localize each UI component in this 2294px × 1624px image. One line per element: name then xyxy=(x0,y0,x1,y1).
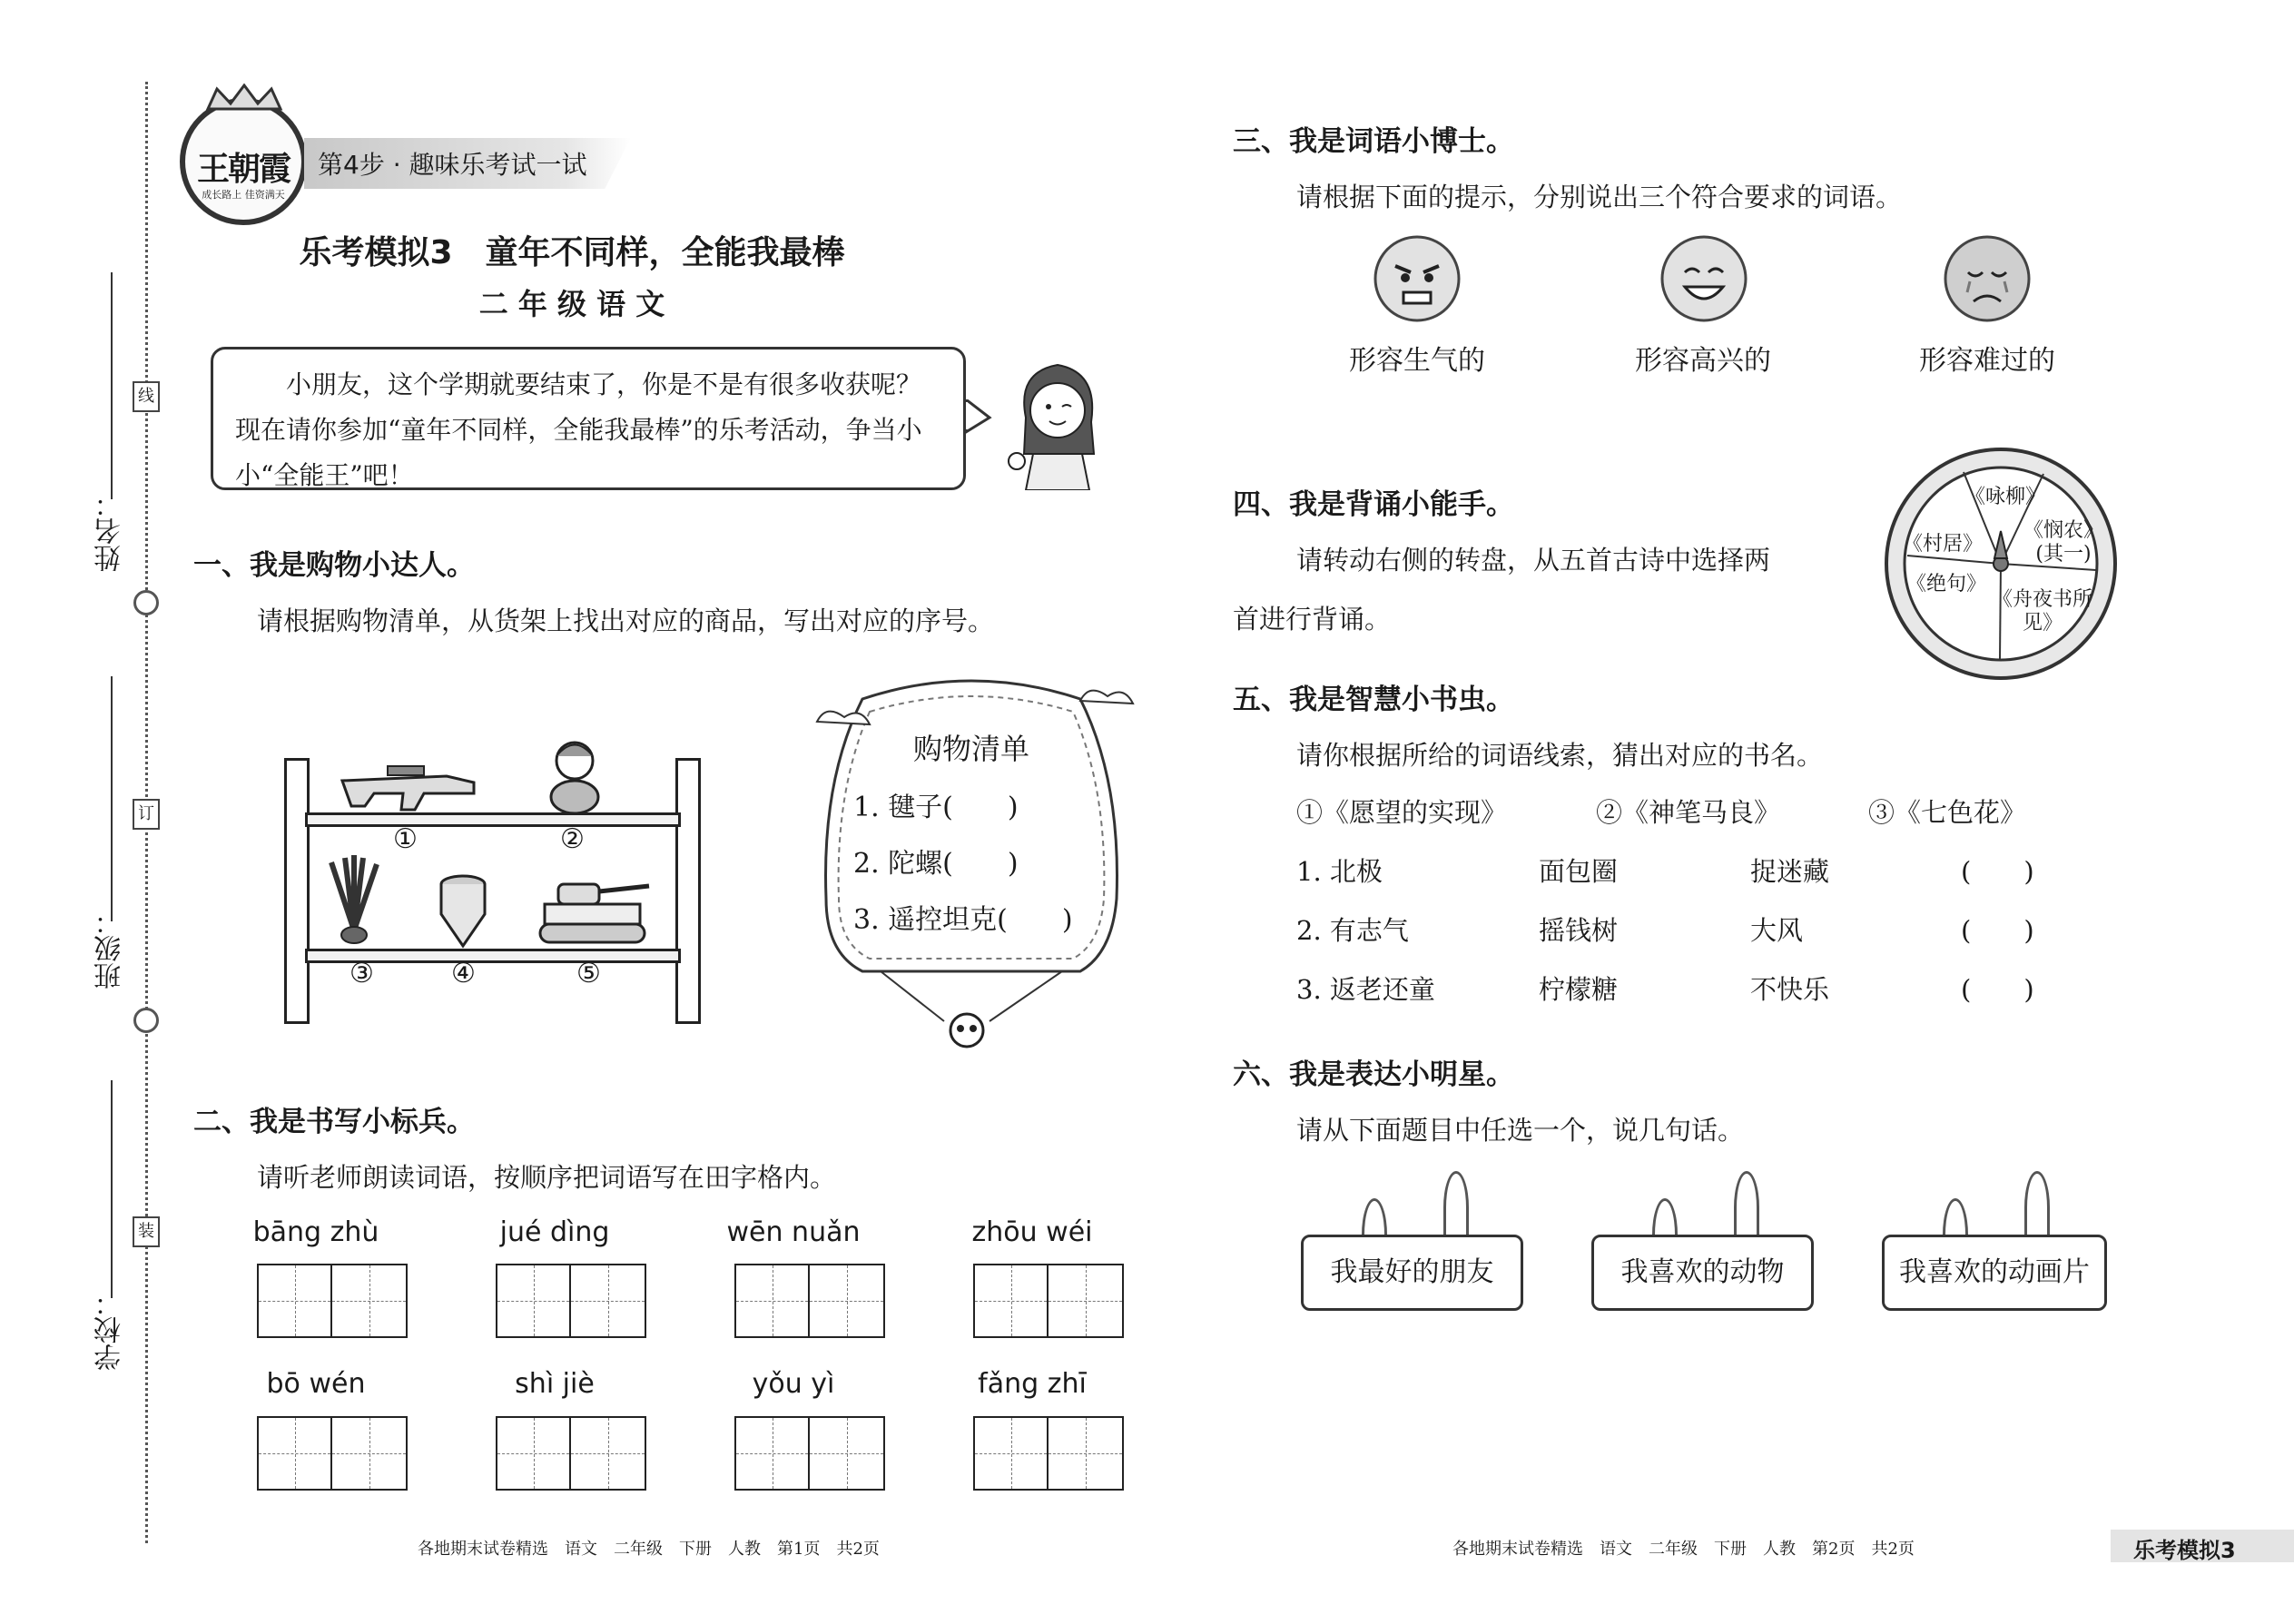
clue-row-2-word2: 摇钱树 xyxy=(1539,915,1619,946)
clue-row-2-word3: 大风 xyxy=(1750,915,1804,946)
q6-instruction: 请从下面题目中任选一个，说几句话。 xyxy=(1296,1115,1745,1146)
bunny-ear-icon xyxy=(1443,1171,1469,1244)
shelf-label-4: ④ xyxy=(451,958,476,989)
shelf-left-post xyxy=(284,758,310,1024)
q1-instruction: 请根据购物清单，从货架上找出对应的商品，写出对应的序号。 xyxy=(257,605,995,636)
angry-label: 形容生气的 xyxy=(1349,345,1485,377)
pinyin-label: yǒu yì xyxy=(752,1368,835,1400)
intro-speech-bubble xyxy=(211,347,966,490)
shelf-label-5: ⑤ xyxy=(576,958,601,989)
q4-instruction-line2: 首进行背诵。 xyxy=(1233,604,1392,635)
class-label: 班级： xyxy=(94,908,126,989)
pinyin-label: fǎng zhī xyxy=(978,1368,1087,1400)
pinyin-label: wēn nuǎn xyxy=(726,1216,861,1248)
q3-instruction: 请根据下面的提示，分别说出三个符合要求的词语。 xyxy=(1296,182,1903,212)
clue-row-1-word1: 1. 北极 xyxy=(1296,856,1383,887)
doll-toy-icon xyxy=(543,733,606,815)
happy-label: 形容高兴的 xyxy=(1635,345,1771,377)
topic-card-cartoon[interactable]: 我喜欢的动画片 xyxy=(1882,1235,2107,1311)
answer-blank[interactable]: ( ) xyxy=(1961,915,2034,946)
clue-row-3-word1: 3. 返老还童 xyxy=(1296,974,1435,1005)
topic-card-animal[interactable]: 我喜欢的动物 xyxy=(1591,1235,1814,1311)
book-option-1: ①《愿望的实现》 xyxy=(1296,797,1508,828)
school-label: 学校： xyxy=(94,1289,126,1371)
binding-hole xyxy=(133,1008,159,1033)
answer-blank[interactable]: ( ) xyxy=(1961,856,2034,887)
bunny-ear-icon xyxy=(1734,1171,1759,1244)
tian-grid[interactable] xyxy=(734,1264,885,1338)
speech-tail-icon xyxy=(966,399,993,436)
clue-row-3-word3: 不快乐 xyxy=(1750,974,1830,1005)
page-subtitle: 二 年 级 语 文 xyxy=(478,287,665,321)
answer-blank[interactable]: ( ) xyxy=(1961,974,2034,1005)
binding-hole xyxy=(133,590,159,615)
clue-row-3-word2: 柠檬糖 xyxy=(1539,974,1619,1005)
cut-mark-xian: 线 xyxy=(133,381,160,412)
tian-grid[interactable] xyxy=(973,1264,1124,1338)
tian-grid[interactable] xyxy=(496,1264,646,1338)
q2-instruction: 请听老师朗读词语，按顺序把词语写在田字格内。 xyxy=(257,1162,837,1193)
tian-grid[interactable] xyxy=(496,1416,646,1491)
toy-gun-icon xyxy=(338,753,483,817)
shelf-label-1: ① xyxy=(393,823,418,855)
clue-row-1-word3: 捉迷藏 xyxy=(1750,856,1830,887)
list-item: 2. 陀螺( ) xyxy=(853,848,1019,880)
q4-heading: 四、我是背诵小能手。 xyxy=(1233,488,1514,521)
angry-face-icon xyxy=(1373,234,1462,323)
intro-text: 小朋友，这个学期就要结束了，你是不是有很多收获呢？现在请你参加“童年不同样，全能我最棒”的乐考活动，争当小小“全能王”吧！ xyxy=(235,369,922,490)
wheel-poem-yongliu: 《咏柳》 xyxy=(1965,486,2046,508)
tian-grid[interactable] xyxy=(257,1264,408,1338)
q5-heading: 五、我是智慧小书虫。 xyxy=(1233,684,1514,716)
tian-grid[interactable] xyxy=(734,1416,885,1491)
sad-face-icon xyxy=(1943,234,2032,323)
exam-tag-label: 乐考模拟3 xyxy=(2133,1538,2236,1563)
cut-mark-ding: 订 xyxy=(133,799,160,830)
footer-right: 各地期末试卷精选 语文 二年级 下册 人教 第2页 共2页 xyxy=(1452,1540,1915,1559)
wheel-poem-jueju: 《绝句》 xyxy=(1906,573,1987,595)
brand-logo xyxy=(180,98,307,225)
step-label: 第4步 · 趣味乐考试一试 xyxy=(318,150,587,180)
cut-mark-zhuang: 装 xyxy=(133,1216,160,1247)
tian-grid[interactable] xyxy=(973,1416,1124,1491)
logo-tagline: 成长路上 佳资满天 xyxy=(202,189,285,201)
logo-name: 王朝霞 xyxy=(196,150,290,188)
q5-instruction: 请你根据所给的词语线索，猜出对应的书名。 xyxy=(1296,740,1824,771)
list-item: 1. 毽子( ) xyxy=(853,792,1019,823)
clue-row-2-word1: 2. 有志气 xyxy=(1296,915,1409,946)
wheel-poem-zhouye: 《舟夜书所见》 xyxy=(1992,588,2092,635)
footer-left: 各地期末试卷精选 语文 二年级 下册 人教 第1页 共2页 xyxy=(418,1540,880,1559)
book-option-2: ②《神笔马良》 xyxy=(1596,797,1781,828)
sad-label: 形容难过的 xyxy=(1919,345,2055,377)
shelf-right-post xyxy=(675,758,701,1024)
pinyin-label: shì jiè xyxy=(515,1368,595,1400)
q6-heading: 六、我是表达小明星。 xyxy=(1233,1058,1514,1091)
name-label: 姓名： xyxy=(94,490,126,572)
pinyin-label: bō wén xyxy=(266,1368,366,1400)
pinyin-label: zhōu wéi xyxy=(971,1216,1093,1248)
happy-face-icon xyxy=(1659,234,1748,323)
crown-icon xyxy=(203,84,285,111)
shelf-label-3: ③ xyxy=(350,958,374,989)
spinning-top-icon xyxy=(436,873,490,950)
book-option-3: ③《七色花》 xyxy=(1868,797,2027,828)
toy-tank-icon xyxy=(536,873,654,946)
bunny-ear-icon xyxy=(2024,1171,2050,1244)
school-write-line xyxy=(111,1080,113,1298)
clue-row-1-word2: 面包圈 xyxy=(1539,856,1619,887)
list-item: 3. 遥控坦克( ) xyxy=(853,904,1073,936)
class-write-line xyxy=(111,676,113,921)
q4-instruction-line1: 请转动右侧的转盘，从五首古诗中选择两 xyxy=(1296,545,1771,576)
wheel-poem-minnong: 《悯农》(其一) xyxy=(2023,519,2103,566)
pinyin-label: jué dìng xyxy=(499,1216,610,1248)
wheel-poem-cunju: 《村居》 xyxy=(1903,533,1984,556)
pinyin-label: bāng zhù xyxy=(252,1216,379,1248)
topic-card-friend[interactable]: 我最好的朋友 xyxy=(1301,1235,1523,1311)
shelf-label-2: ② xyxy=(560,823,585,855)
q1-heading: 一、我是购物小达人。 xyxy=(193,549,475,582)
tian-grid[interactable] xyxy=(257,1416,408,1491)
girl-thumbs-up-icon xyxy=(1008,354,1108,490)
page-title: 乐考模拟3 童年不同样，全能我最棒 xyxy=(299,234,845,271)
shopping-list-title: 购物清单 xyxy=(912,732,1029,766)
q3-heading: 三、我是词语小博士。 xyxy=(1233,125,1514,158)
q2-heading: 二、我是书写小标兵。 xyxy=(193,1106,475,1138)
shopping-list xyxy=(853,784,1073,953)
shuttlecock-icon xyxy=(322,853,386,949)
